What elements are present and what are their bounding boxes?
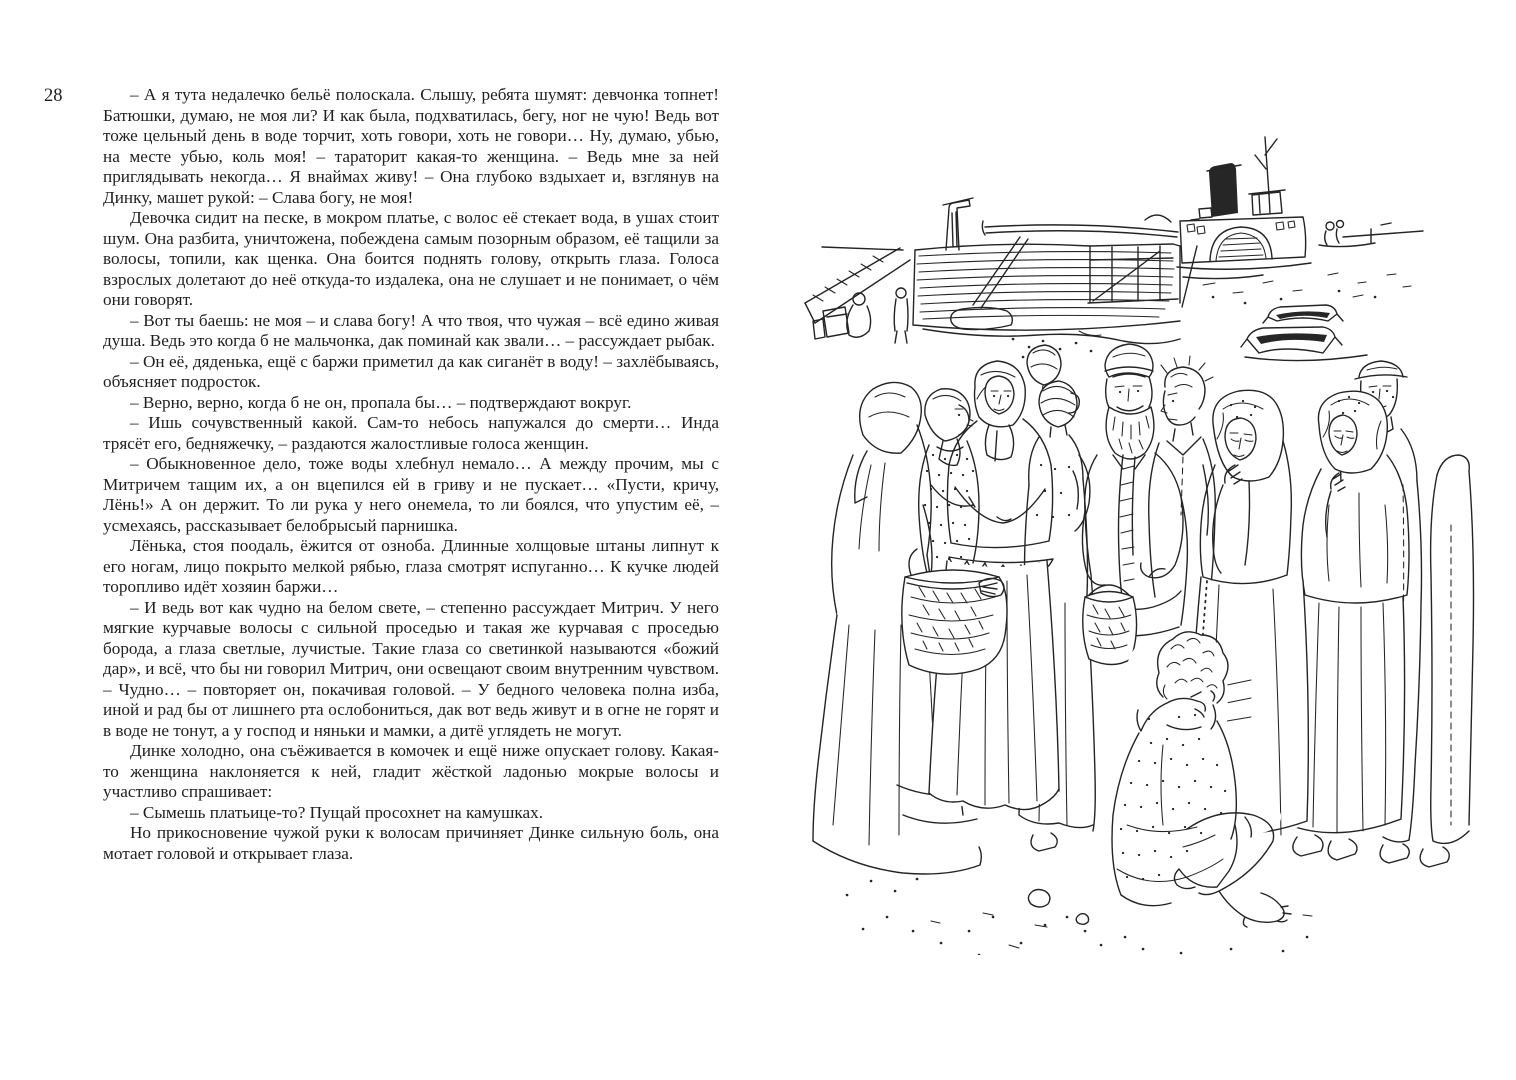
- paragraph: Но прикосновение чужой руки к волосам причиняет Динке сильную боль, она мотает головой и открывает глаза.: [103, 823, 719, 863]
- small-basket: [1083, 585, 1137, 665]
- distant-boat-figures: [1319, 221, 1423, 247]
- paragraph: – И ведь вот как чудно на белом свете, – степенно рассуждает Митрич. У него мягкие курчавые волосы с сильной проседью и такая же курчавая с проседью борода, а глаза светлые, лучистые. Такие глаза со светинкой называются «божий дар», и всё, что бы ни говорил Митрич, они освещают своим внутренним чувством. – Чудно… – повторяет он, покачивая головой. – У бедного человека полна изба, иной и рад бы от лишнего рта ослобониться, дак вот ведь живут и в огне не горят и в воде не тонут, а у господ и няньки и мамки, а дитё углядеть не могут.: [103, 597, 719, 740]
- text-column: [103, 85, 719, 864]
- paragraph: – Вот ты баешь: не моя – и слава богу! А что твоя, что чужая – всё едино живая душа. Ведь это когда б не мальчонка, дак поминай как звали… – рассуждает рыбак.: [103, 310, 719, 350]
- paragraph: Динке холодно, она съёживается в комочек и ещё ниже опускает голову. Какая-то женщина наклоняется к ней, гладит жёсткой ладонью мокрые волосы и участливо спрашивает:: [103, 741, 719, 801]
- paragraph: Лёнька, стоя поодаль, ёжится от озноба. Длинные холщовые штаны липнут к его ногам, лицо покрыто мелкой рябью, глаза смотрят испуганно… К кучке людей торопливо идёт хозяин баржи…: [103, 536, 719, 596]
- funnel-icon: [1209, 163, 1238, 217]
- illustration: [783, 125, 1483, 955]
- stones: [1028, 890, 1088, 925]
- paragraph: – Он её, дяденька, ещё с баржи приметил да как сиганёт в воду! – захлёбываясь, объясняет подросток.: [103, 351, 719, 391]
- paragraph: – Обыкновенное дело, тоже воды хлебнул немало… А между прочим, мы с Митричем тащим их, а он вцепился ей в гриву и не пускает… «Пусти, кричу, Лёнь!» А он держит. То ли рука у него онемела, то ли боялся, что упустим её, – усмехаясь, рассказывает белобрысый парнишка.: [103, 454, 719, 535]
- stove-chimney: [943, 198, 973, 250]
- illustration-svg: [783, 125, 1483, 955]
- paragraph: – Верно, верно, когда б не он, пропала бы… – подтверждают вокруг.: [130, 392, 632, 412]
- young-man: [1149, 356, 1216, 597]
- far-right-figure: [1420, 455, 1473, 867]
- barge: [913, 198, 1197, 330]
- beached-boats: [1241, 305, 1367, 361]
- steamboat: [1177, 137, 1311, 279]
- paragraph: Девочка сидит на песке, в мокром платье, с волос её стекает вода, в ушах стоит шум. Она разбита, уничтожена, побеждена самым позорным образом, её тащили за волосы, топили, как щенка. Она боится поднять голову, открыть глаза. Голоса взрослых долетают до неё откуда-то издалека, она не слушает и не понимает, о чём они говорят.: [103, 208, 719, 309]
- paragraph: – Сымешь платьице-то? Пущай просохнет на камушках.: [130, 802, 543, 822]
- paragraph: – А я тута недалечко бельё полоскала. Слышу, ребята шумят: девчонка топнет! Батюшки, думаю, не моя ли? И как была, подхватилась, бегу, ног не чую! Ведь вот тоже цельный день в воде торчит, хоть говори, хоть не говори… Ну, думаю, убью, на месте убью, коль моя! – тараторит какая-то женщина. – Ведь мне за ней приглядывать некогда… Я внаймах живу! – Она глубоко вздыхает и, взглянув на Динку, машет рукой: – Слава богу, не моя!: [103, 85, 719, 207]
- page-number: 28: [44, 86, 63, 106]
- paragraph: – Ишь сочувственный какой. Сам-то небось напужался до смерти… Инда трясёт его, бедняжечку, – раздаются жалостливые голоса женщин.: [103, 413, 719, 453]
